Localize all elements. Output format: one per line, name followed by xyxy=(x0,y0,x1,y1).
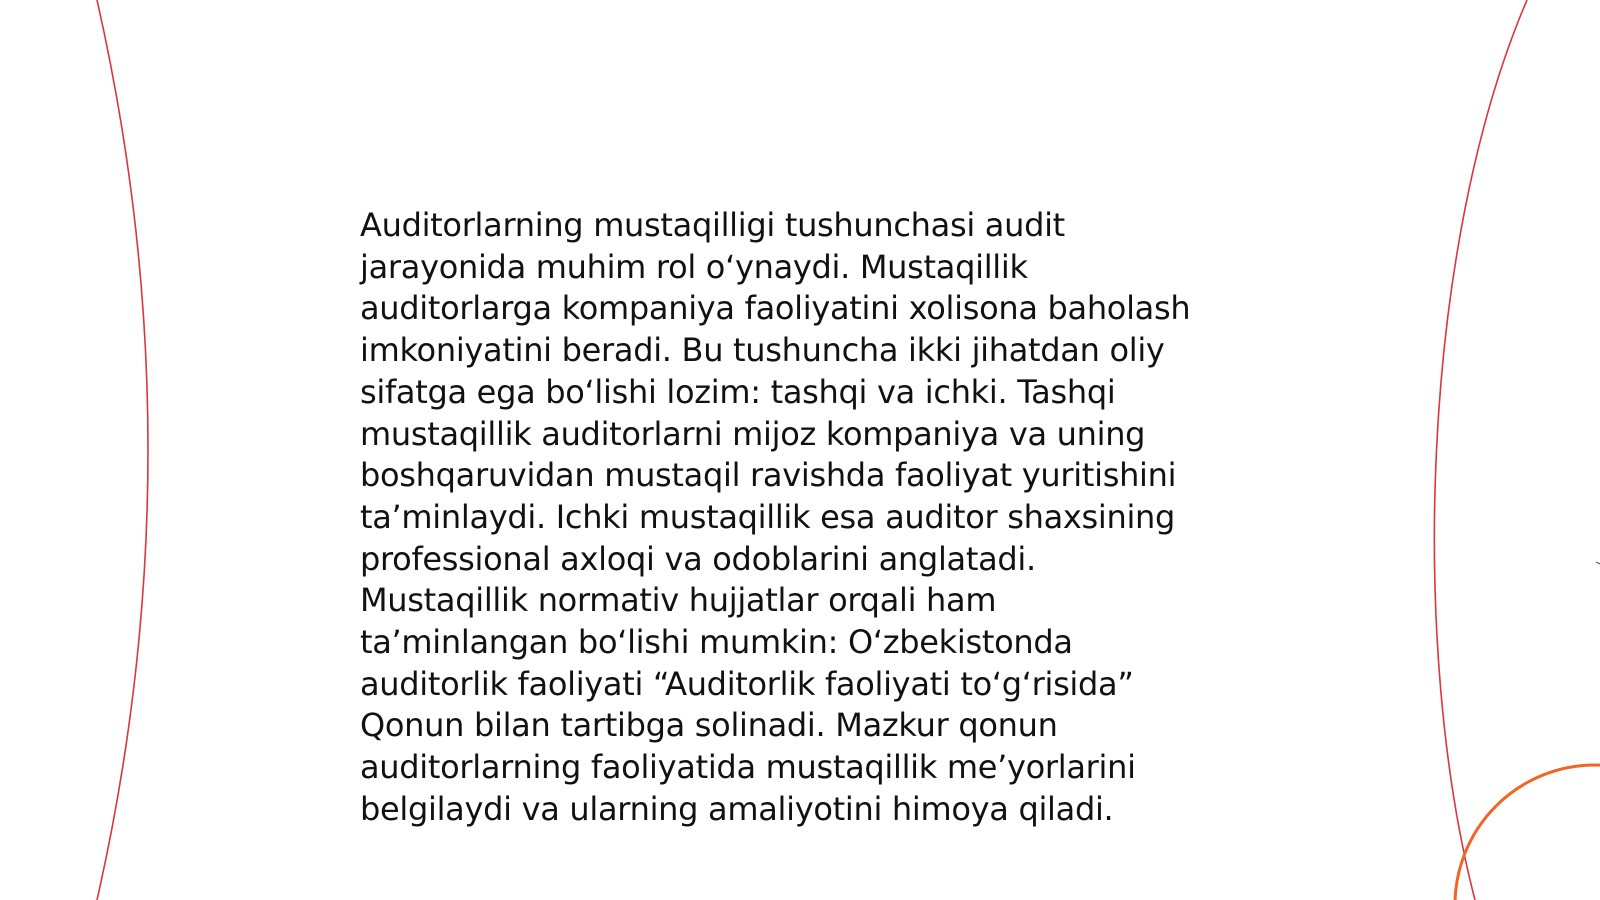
right-curve-line xyxy=(1434,0,1527,900)
paragraph-line: auditorlarning faoliyatida mustaqillik me’yorlarini xyxy=(360,748,1136,787)
paragraph-line: ta’minlaydi. Ichki mustaqillik esa auditor shaxsining xyxy=(360,497,1176,536)
paragraph-line: imkoniyatini beradi. Bu tushuncha ikki jihatdan oliy xyxy=(360,331,1165,370)
paragraph-line: ta’minlangan bo‘lishi mumkin: O‘zbekistonda xyxy=(360,623,1073,662)
paragraph-line: Mustaqillik normativ hujjatlar orqali ham xyxy=(360,581,997,620)
paragraph-line: professional axloqi va odoblarini anglatadi. xyxy=(360,539,1036,578)
orange-accent-arc xyxy=(1455,765,1600,900)
small-tick-mark xyxy=(1596,562,1600,564)
paragraph-line: boshqaruvidan mustaqil ravishda faoliyat yuritishini xyxy=(360,456,1177,495)
paragraph-line: mustaqillik auditorlarni mijoz kompaniya va uning xyxy=(360,414,1146,453)
paragraph-line: auditorlarga kompaniya faoliyatini xolisona baholash xyxy=(360,289,1191,328)
paragraph-line: sifatga ega bo‘lishi lozim: tashqi va ichki. Tashqi xyxy=(360,372,1116,411)
paragraph-line: Auditorlarning mustaqilligi tushunchasi audit xyxy=(360,206,1065,244)
main-paragraph xyxy=(360,205,1240,831)
paragraph-line: Qonun bilan tartibga solinadi. Mazkur qonun xyxy=(360,706,1058,745)
paragraph-line: jarayonida muhim rol o‘ynaydi. Mustaqillik xyxy=(360,247,1028,286)
paragraph-line: auditorlik faoliyati “Auditorlik faoliyati to‘g‘risida” xyxy=(360,664,1134,703)
left-curve-line xyxy=(97,0,148,900)
paragraph-line: belgilaydi va ularning amaliyotini himoya qiladi. xyxy=(360,789,1114,828)
